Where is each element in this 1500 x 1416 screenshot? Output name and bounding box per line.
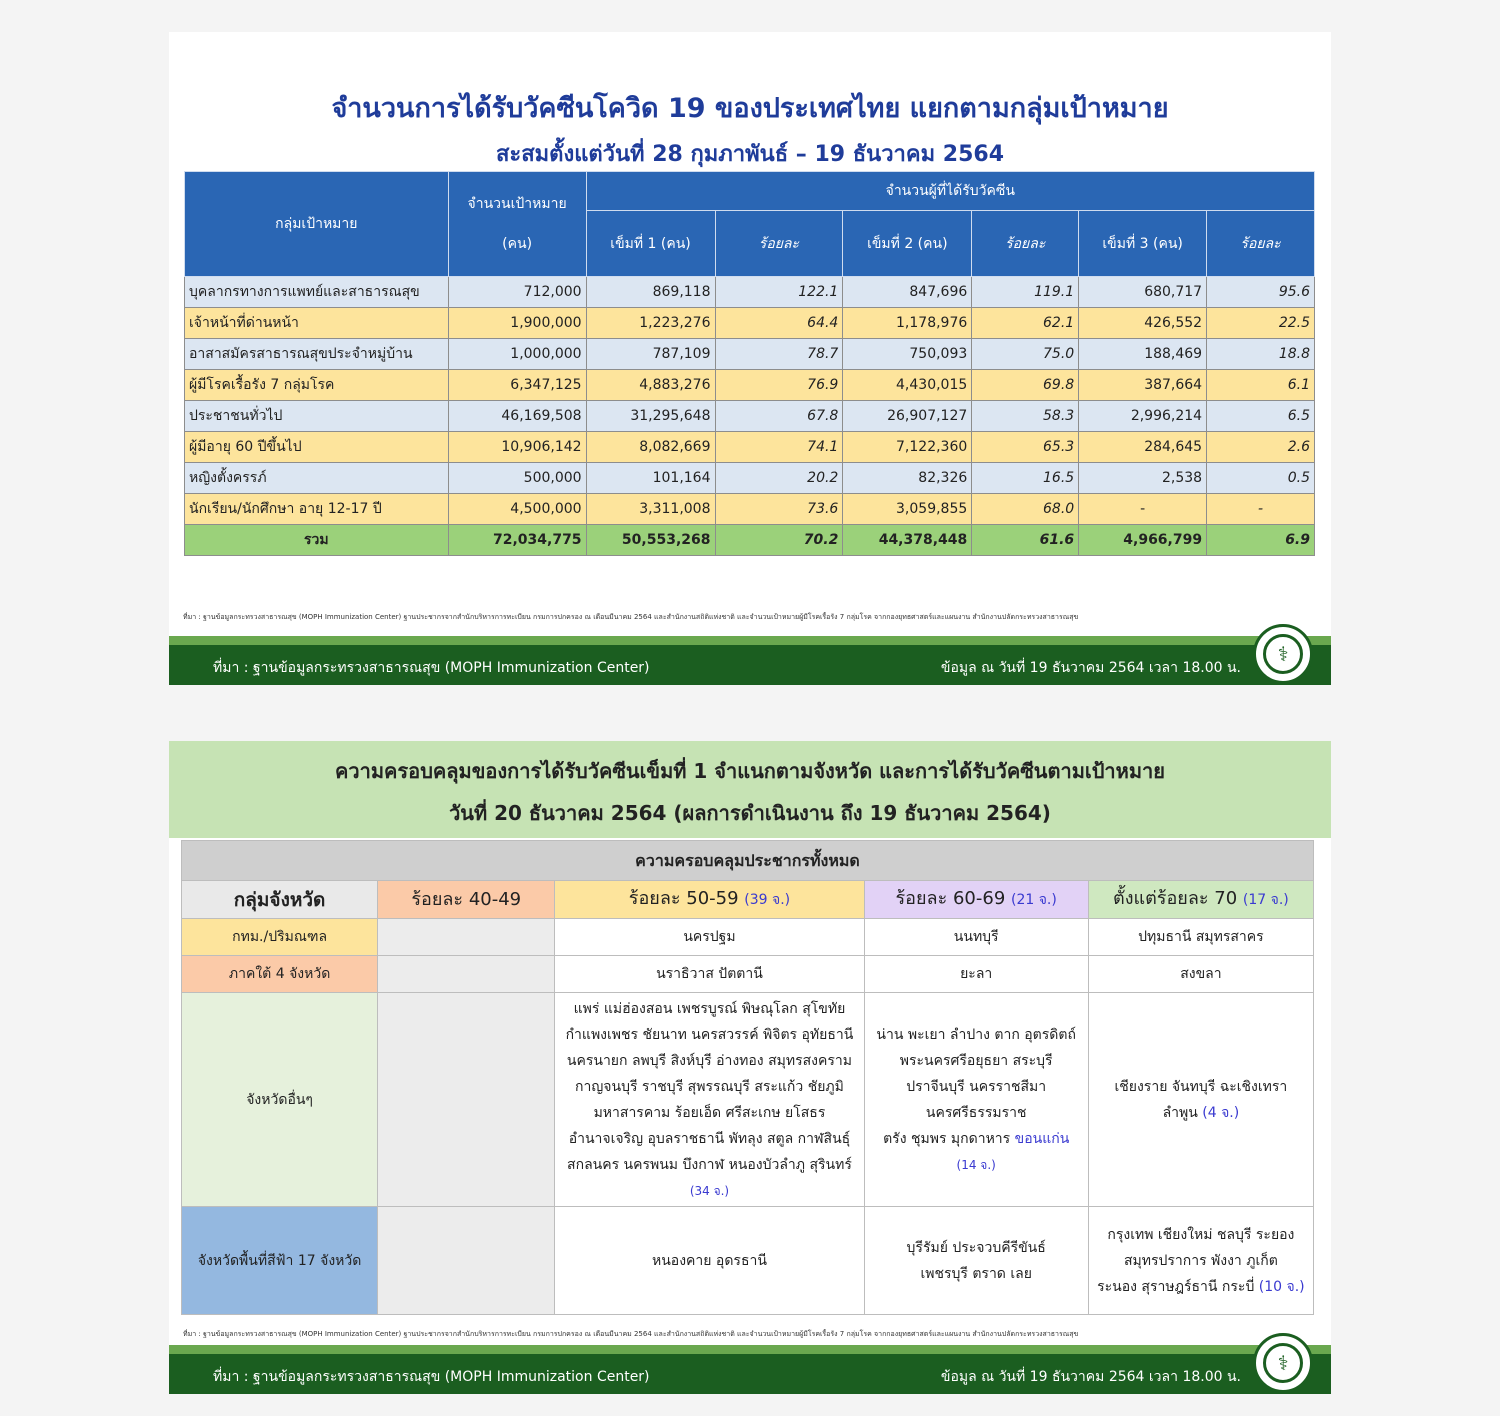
cell-p2: 62.1 xyxy=(972,308,1079,339)
header-pct3: ร้อยละ xyxy=(1207,211,1315,277)
total-pct3: 6.9 xyxy=(1207,525,1315,556)
cell-p2: 68.0 xyxy=(972,494,1079,525)
panel1-subtitle: สะสมตั้งแต่วันที่ 28 กุมภาพันธ์ – 19 ธันวาคม 2564 xyxy=(495,142,1005,167)
cell-d3: 2,996,214 xyxy=(1079,401,1207,432)
cell-p2: 58.3 xyxy=(972,401,1079,432)
cell: นนทบุรี xyxy=(864,919,1088,956)
footer-date-2: ข้อมูล ณ วันที่ 19 ธันวาคม 2564 เวลา 18.00 น. xyxy=(940,1369,1241,1385)
header-pct1: ร้อยละ xyxy=(715,211,843,277)
province-line: บุรีรัมย์ ประจวบคีรีขันธ์ xyxy=(906,1239,1046,1256)
cell-d3: 387,664 xyxy=(1079,370,1207,401)
coverage-table-title: ความครอบคลุมประชากรทั้งหมด xyxy=(182,841,1314,881)
cell-d3: - xyxy=(1079,494,1207,525)
col-50-59: ร้อยละ 50-59 (39 จ.) xyxy=(555,881,864,919)
total-pct2: 61.6 xyxy=(972,525,1079,556)
province-line: เพชรบุรี ตราด เลย xyxy=(920,1265,1032,1282)
cell-g: ผู้มีอายุ 60 ปีขึ้นไป xyxy=(185,432,449,463)
cell-p2: 69.8 xyxy=(972,370,1079,401)
table-row xyxy=(185,370,1315,401)
table-row xyxy=(185,432,1315,463)
cell-t: 712,000 xyxy=(448,277,586,308)
cell-d1: 869,118 xyxy=(586,277,715,308)
row-label-bangkok: กทม./ปริมณฑล xyxy=(182,919,378,956)
cell: ยะลา xyxy=(864,956,1088,993)
cell: สงขลา xyxy=(1088,956,1313,993)
province-line: มหาสารคาม ร้อยเอ็ด ศรีสะเกษ ยโสธร xyxy=(593,1104,826,1121)
cell: นราธิวาส ปัตตานี xyxy=(555,956,864,993)
cell-p2: 119.1 xyxy=(972,277,1079,308)
total-pct1: 70.2 xyxy=(715,525,843,556)
footer-source: ที่มา : ฐานข้อมูลกระทรวงสาธารณสุข (MOPH Immunization Center) xyxy=(213,660,650,676)
total-dose1: 50,553,268 xyxy=(586,525,715,556)
cell-g: ผู้มีโรคเรื้อรัง 7 กลุ่มโรค xyxy=(185,370,449,401)
row-other xyxy=(182,993,1314,1207)
cell: กรุงเทพ เชียงใหม่ ชลบุรี ระยอง สมุทรปราการ พังงา ภูเก็ต ระนอง สุราษฎร์ธานี กระบี่ (10 จ.) xyxy=(1088,1207,1313,1315)
col-60-69: ร้อยละ 60-69 (21 จ.) xyxy=(864,881,1088,919)
province-line: แพร่ แม่ฮ่องสอน เพชรบูรณ์ พิษณุโลก สุโขทัย xyxy=(573,1000,846,1017)
footer-bar xyxy=(169,645,1331,685)
cell: หนองคาย อุดรธานี xyxy=(555,1207,864,1315)
cell-t: 6,347,125 xyxy=(448,370,586,401)
panel1-title: จำนวนการได้รับวัคซีนโควิด 19 ของประเทศไทย แยกตามกลุ่มเป้าหมาย xyxy=(331,93,1169,124)
moph-logo-icon: ⚕ xyxy=(1253,624,1313,684)
footer-source-2: ที่มา : ฐานข้อมูลกระทรวงสาธารณสุข (MOPH Immunization Center) xyxy=(213,1369,650,1385)
cell-p1: 64.4 xyxy=(715,308,843,339)
row-label-other: จังหวัดอื่นๆ xyxy=(182,993,378,1207)
cell-g: ประชาชนทั่วไป xyxy=(185,401,449,432)
cell-d1: 4,883,276 xyxy=(586,370,715,401)
cell-p3: 22.5 xyxy=(1207,308,1315,339)
source-note: ที่มา : ฐานข้อมูลกระทรวงสาธารณสุข (MOPH Immunization Center) ฐานประชากรจากสำนักบริหารการทะเบียน กรมการปกครอง ณ เดือนมีนาคม 2564 และสำนักงานสถิติแห่งชาติ และจำนวนเป้าหมายผู้มีโรคเรื้อรัง 7 กลุ่มโรค จากกองยุทธศาสตร์และแผนงาน สำนักงานปลัดกระทรวงสาธารณสุข xyxy=(183,613,1079,621)
cell-p2: 75.0 xyxy=(972,339,1079,370)
cell-p1: 122.1 xyxy=(715,277,843,308)
province-line: สกลนคร นครพนม บึงกาฬ หนองบัวลำภู สุรินทร์ xyxy=(567,1156,852,1173)
header-target: จำนวนเป้าหมาย (คน) xyxy=(448,172,586,277)
coverage-table xyxy=(181,840,1314,1315)
cell-p3: 0.5 xyxy=(1207,463,1315,494)
province-line: น่าน พะเยา ลำปาง ตาก อุตรดิตถ์ xyxy=(876,1026,1076,1043)
table-row xyxy=(185,339,1315,370)
header-vaccinated: จำนวนผู้ที่ได้รับวัคซีน xyxy=(586,172,1314,211)
cell-p3: 2.6 xyxy=(1207,432,1315,463)
cell-t: 1,900,000 xyxy=(448,308,586,339)
cell-d3: 680,717 xyxy=(1079,277,1207,308)
row-label-blue-zone: จังหวัดพื้นที่สีฟ้า 17 จังหวัด xyxy=(182,1207,378,1315)
coverage-panel xyxy=(169,741,1331,1394)
cell: น่าน พะเยา ลำปาง ตาก อุตรดิตถ์ พระนครศรีอยุธยา สระบุรี ปราจีนบุรี นครราชสีมา นครศรีธรรมราช ตรัง ชุมพร มุกดาหาร ขอนแก่น (14 จ.) xyxy=(864,993,1088,1207)
total-dose3: 4,966,799 xyxy=(1079,525,1207,556)
cell-p1: 76.9 xyxy=(715,370,843,401)
moph-logo-icon-2: ⚕ xyxy=(1253,1333,1313,1393)
cell-p2: 16.5 xyxy=(972,463,1079,494)
cell-p2: 65.3 xyxy=(972,432,1079,463)
cell-d2: 4,430,015 xyxy=(843,370,972,401)
cell: เชียงราย จันทบุรี ฉะเชิงเทรา ลำพูน (4 จ.) xyxy=(1088,993,1313,1207)
total-row xyxy=(185,525,1315,556)
cell-p3: 95.6 xyxy=(1207,277,1315,308)
province-line: กรุงเทพ เชียงใหม่ ชลบุรี ระยอง xyxy=(1107,1226,1295,1243)
table-row xyxy=(185,401,1315,432)
total-dose2: 44,378,448 xyxy=(843,525,972,556)
cell-d1: 787,109 xyxy=(586,339,715,370)
vaccination-table xyxy=(184,171,1315,556)
cell-p3: 6.5 xyxy=(1207,401,1315,432)
col-70-plus: ตั้งแต่ร้อยละ 70 (17 จ.) xyxy=(1088,881,1313,919)
header-dose1: เข็มที่ 1 (คน) xyxy=(586,211,715,277)
cell-d3: 426,552 xyxy=(1079,308,1207,339)
cell-t: 1,000,000 xyxy=(448,339,586,370)
header-dose2: เข็มที่ 2 (คน) xyxy=(843,211,972,277)
cell-d2: 3,059,855 xyxy=(843,494,972,525)
panel2-header xyxy=(169,741,1331,838)
province-line: กาญจนบุรี ราชบุรี สุพรรณบุรี สระแก้ว ชัยภูมิ xyxy=(575,1078,844,1095)
header-group: กลุ่มเป้าหมาย xyxy=(185,172,449,277)
cell-p1: 20.2 xyxy=(715,463,843,494)
table-row xyxy=(185,494,1315,525)
header-pct2: ร้อยละ xyxy=(972,211,1079,277)
cell-d2: 847,696 xyxy=(843,277,972,308)
cell-t: 10,906,142 xyxy=(448,432,586,463)
table-row xyxy=(185,277,1315,308)
col-province-group: กลุ่มจังหวัด xyxy=(182,881,378,919)
province-line: สมุทรปราการ พังงา ภูเก็ต xyxy=(1123,1252,1278,1269)
province-line: เชียงราย จันทบุรี ฉะเชิงเทรา xyxy=(1114,1078,1288,1095)
cell-t: 500,000 xyxy=(448,463,586,494)
cell-d2: 1,178,976 xyxy=(843,308,972,339)
province-line: พระนครศรีอยุธยา สระบุรี xyxy=(899,1052,1053,1069)
cell-d1: 3,311,008 xyxy=(586,494,715,525)
cell-d1: 101,164 xyxy=(586,463,715,494)
province-line: นครศรีธรรมราช xyxy=(925,1104,1027,1121)
cell-d1: 1,223,276 xyxy=(586,308,715,339)
cell-t: 46,169,508 xyxy=(448,401,586,432)
cell-p1: 67.8 xyxy=(715,401,843,432)
cell-d3: 284,645 xyxy=(1079,432,1207,463)
cell-p1: 73.6 xyxy=(715,494,843,525)
cell-d2: 750,093 xyxy=(843,339,972,370)
footer-bar-2 xyxy=(169,1354,1331,1394)
cell-p1: 74.1 xyxy=(715,432,843,463)
cell-d2: 82,326 xyxy=(843,463,972,494)
panel2-subtitle: วันที่ 20 ธันวาคม 2564 (ผลการดำเนินงาน ถึง 19 ธันวาคม 2564) xyxy=(449,801,1051,825)
cell-g: เจ้าหน้าที่ด่านหน้า xyxy=(185,308,449,339)
panel2-title: ความครอบคลุมของการได้รับวัคซีนเข็มที่ 1 จำแนกตามจังหวัด และการได้รับวัคซีนตามเป้าหมาย xyxy=(335,759,1165,783)
vaccination-summary-panel xyxy=(169,32,1331,685)
total-target: 72,034,775 xyxy=(448,525,586,556)
table-row xyxy=(185,308,1315,339)
col-40-49: ร้อยละ 40-49 xyxy=(378,881,555,919)
province-line: นครนายก ลพบุรี สิงห์บุรี อ่างทอง สมุทรสงคราม xyxy=(566,1052,852,1069)
total-label: รวม xyxy=(185,525,449,556)
province-line: อำนาจเจริญ อุบลราชธานี พัทลุง สตูล กาฬสินธุ์ xyxy=(568,1130,851,1147)
row-south xyxy=(182,956,1314,993)
cell-d1: 8,082,669 xyxy=(586,432,715,463)
cell-p3: 6.1 xyxy=(1207,370,1315,401)
cell-p3: 18.8 xyxy=(1207,339,1315,370)
row-label-south: ภาคใต้ 4 จังหวัด xyxy=(182,956,378,993)
cell: นครปฐม xyxy=(555,919,864,956)
cell-d2: 7,122,360 xyxy=(843,432,972,463)
cell: ปทุมธานี สมุทรสาคร xyxy=(1088,919,1313,956)
cell-g: อาสาสมัครสาธารณสุขประจำหมู่บ้าน xyxy=(185,339,449,370)
cell-d1: 31,295,648 xyxy=(586,401,715,432)
cell-d3: 2,538 xyxy=(1079,463,1207,494)
cell-p3: - xyxy=(1207,494,1315,525)
province-line: กำแพงเพชร ชัยนาท นครสวรรค์ พิจิตร อุทัยธานี xyxy=(565,1026,854,1043)
cell-t: 4,500,000 xyxy=(448,494,586,525)
cell-g: หญิงตั้งครรภ์ xyxy=(185,463,449,494)
row-blue-zone xyxy=(182,1207,1314,1315)
cell: แพร่ แม่ฮ่องสอน เพชรบูรณ์ พิษณุโลก สุโขทัย กำแพงเพชร ชัยนาท นครสวรรค์ พิจิตร อุทัยธานี นครนายก ลพบุรี สิงห์บุรี อ่างทอง สมุทรสงคราม กาญจนบุรี ราชบุรี สุพรรณบุรี สระแก้ว ชัยภูมิ มหาสารคาม ร้อยเอ็ด ศรีสะเกษ ยโสธร อำนาจเจริญ อุบลราชธานี พัทลุง สตูล กาฬสินธุ์ สกลนคร นครพนม บึงกาฬ หนองบัวลำภู สุรินทร์ (34 จ.) xyxy=(555,993,864,1207)
cell-p1: 78.7 xyxy=(715,339,843,370)
cell-d3: 188,469 xyxy=(1079,339,1207,370)
footer-date: ข้อมูล ณ วันที่ 19 ธันวาคม 2564 เวลา 18.00 น. xyxy=(940,660,1241,676)
cell-g: บุคลากรทางการแพทย์และสาธารณสุข xyxy=(185,277,449,308)
cell xyxy=(864,1207,1088,1315)
table-row xyxy=(185,463,1315,494)
source-note-2: ที่มา : ฐานข้อมูลกระทรวงสาธารณสุข (MOPH Immunization Center) ฐานประชากรจากสำนักบริหารการทะเบียน กรมการปกครอง ณ เดือนมีนาคม 2564 และสำนักงานสถิติแห่งชาติ และจำนวนเป้าหมายผู้มีโรคเรื้อรัง 7 กลุ่มโรค จากกองยุทธศาสตร์และแผนงาน สำนักงานปลัดกระทรวงสาธารณสุข xyxy=(183,1330,1079,1338)
row-bangkok xyxy=(182,919,1314,956)
header-dose3: เข็มที่ 3 (คน) xyxy=(1079,211,1207,277)
cell-g: นักเรียน/นักศึกษา อายุ 12-17 ปี xyxy=(185,494,449,525)
province-line: ปราจีนบุรี นครราชสีมา xyxy=(906,1078,1047,1095)
cell-d2: 26,907,127 xyxy=(843,401,972,432)
